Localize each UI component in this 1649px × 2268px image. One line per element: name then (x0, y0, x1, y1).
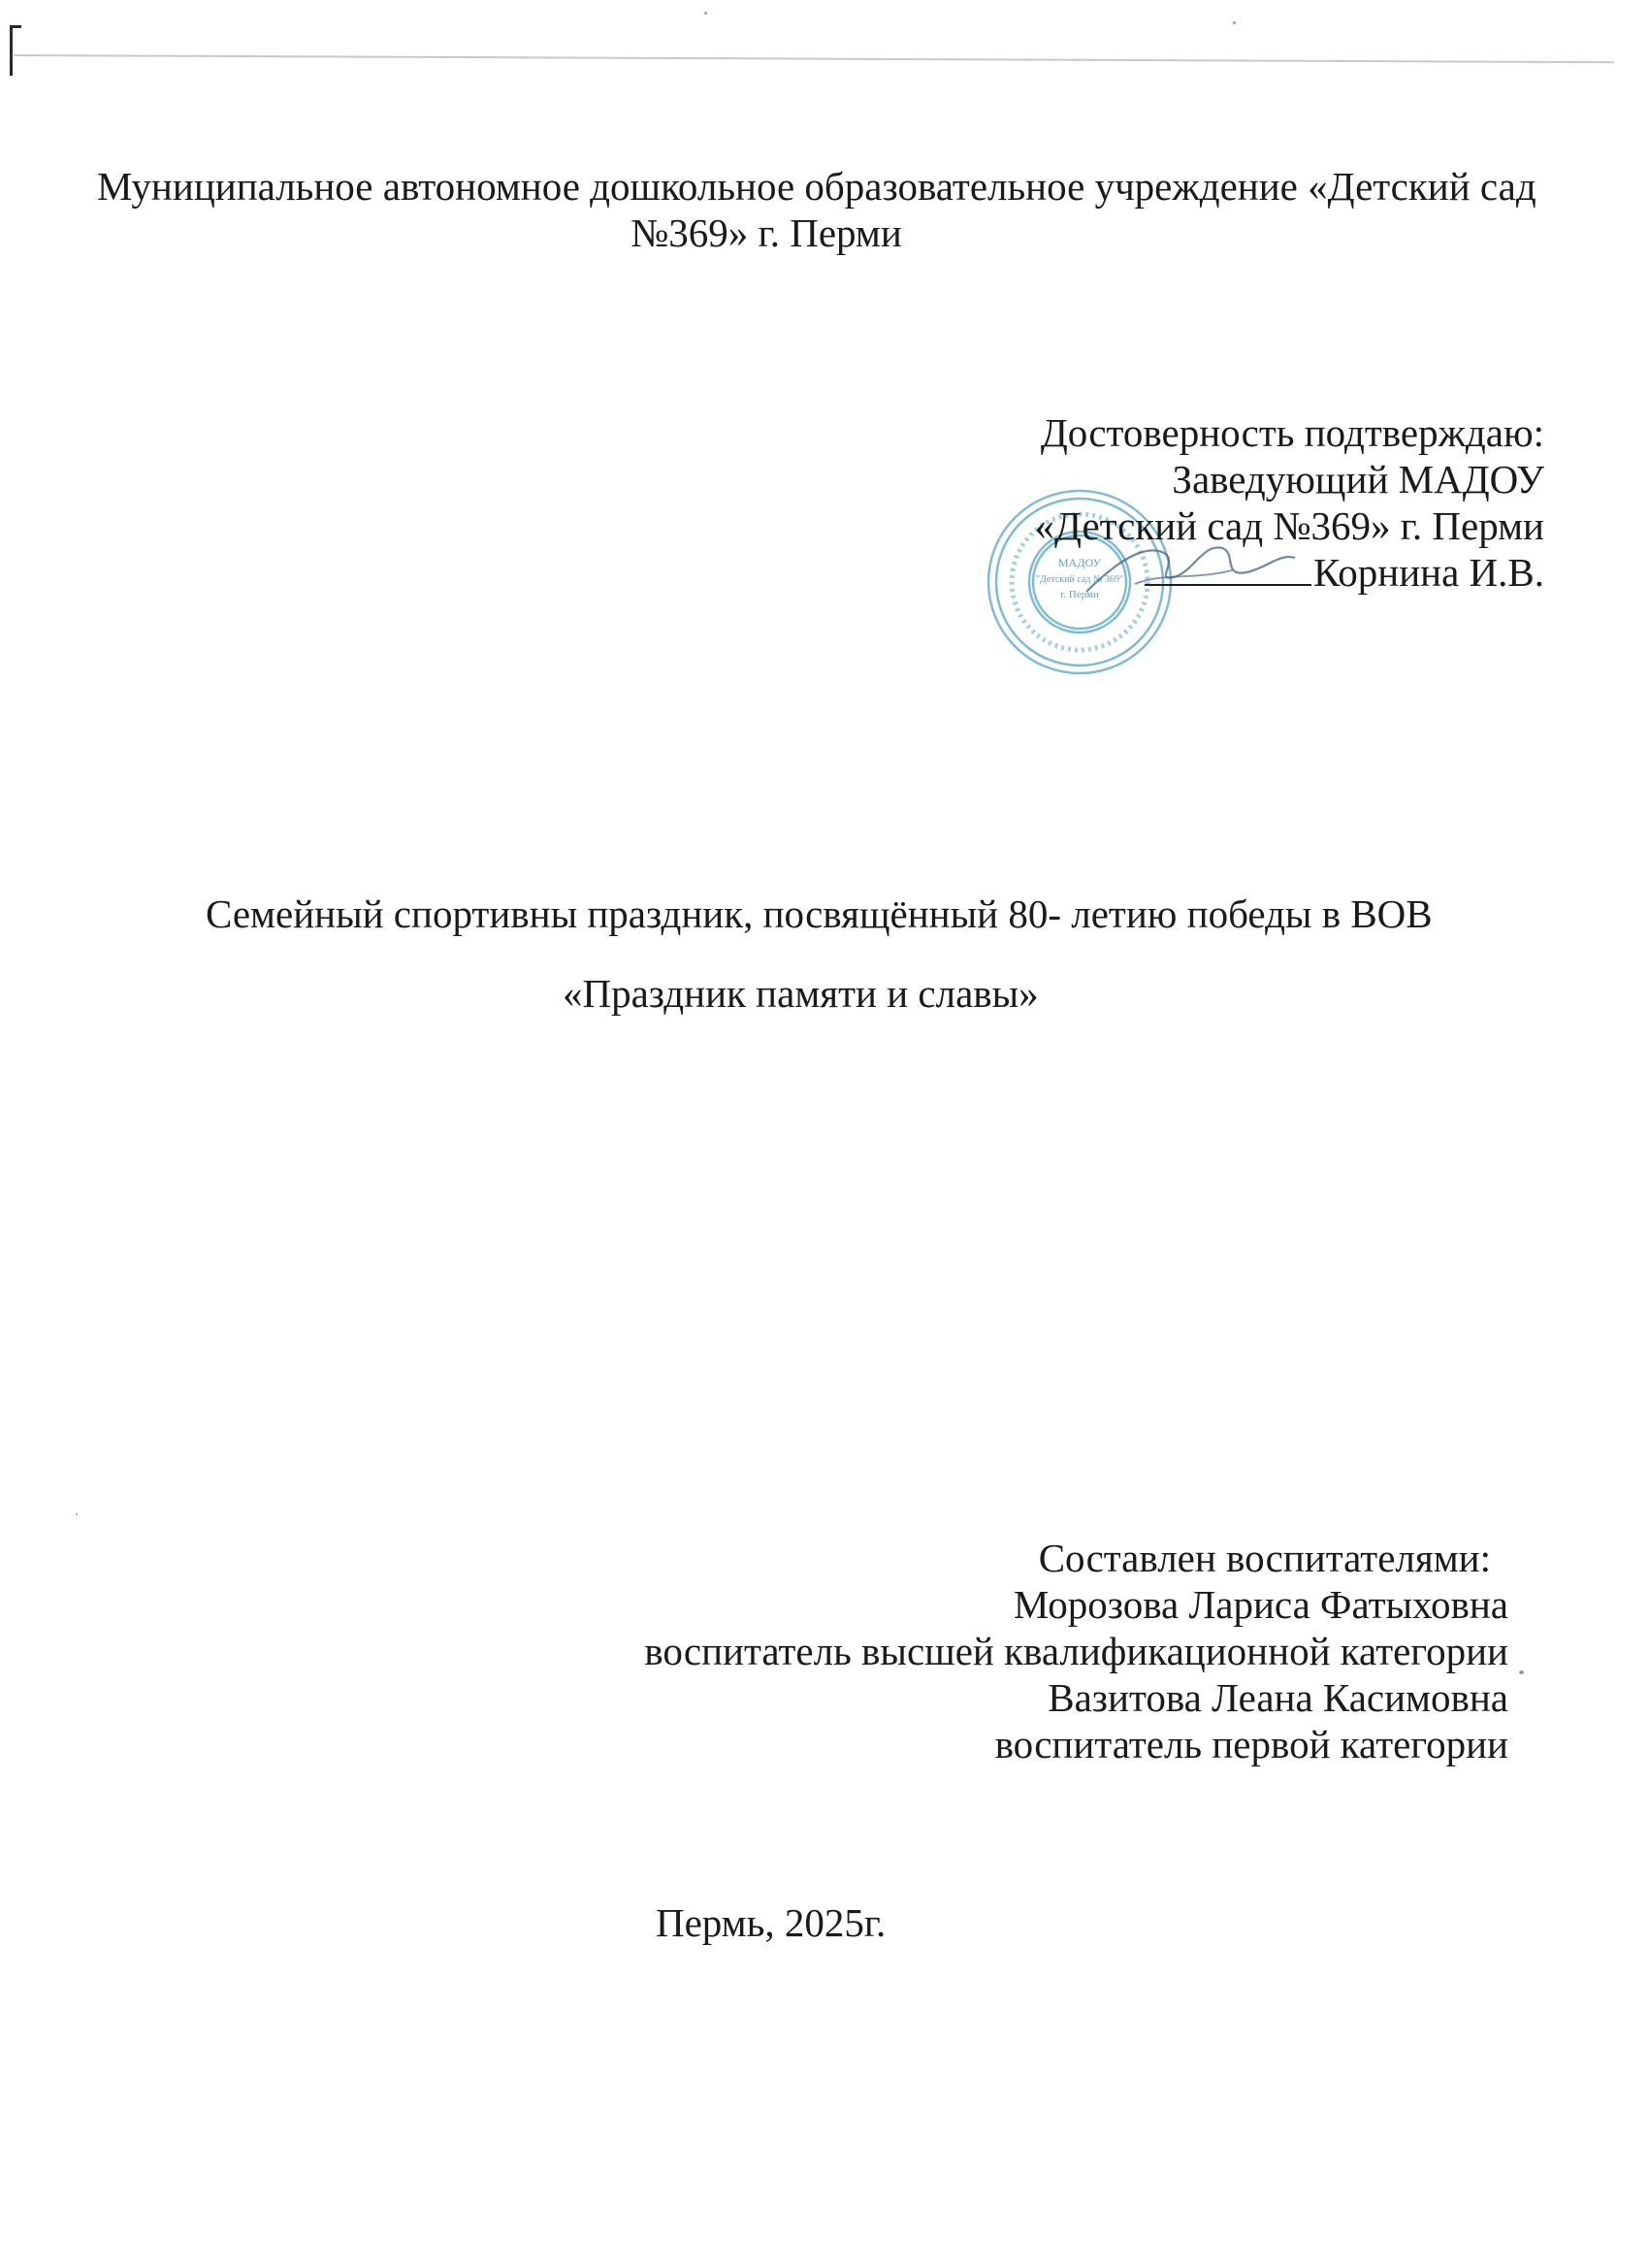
stamp-text-2: "Детский сад № 369" (1035, 574, 1124, 585)
author-1-name: Морозова Лариса Фатыховна (1013, 1582, 1508, 1627)
organization-line-2: №369» г. Перми (630, 211, 902, 255)
city-year: Пермь, 2025г. (656, 1900, 887, 1945)
approval-position: Заведующий МАДОУ (1172, 457, 1544, 502)
author-2-role: воспитатель первой категории (994, 1722, 1508, 1766)
approval-signature-row (1035, 549, 1544, 596)
authors-heading: Составлен воспитателями: (1038, 1536, 1491, 1580)
organization-header (97, 163, 1536, 256)
approval-heading: Достоверность подтверждаю: (1040, 410, 1544, 455)
approval-signatory: Корнина И.В. (1312, 550, 1544, 595)
event-title: Семейный спортивны праздник, посвящённый 80- летию победы в ВОВ (206, 891, 1433, 936)
event-subtitle: «Праздник памяти и славы» (563, 971, 1039, 1016)
approval-block (1035, 409, 1544, 596)
scan-speck (1519, 1670, 1524, 1674)
stamp-text-3: г. Перми (1060, 589, 1099, 600)
approval-organization: «Детский сад №369» г. Перми (1034, 503, 1544, 548)
scan-speck (704, 12, 707, 15)
organization-line-1: Муниципальное автономное дошкольное образовательное учреждение «Детский сад (97, 164, 1536, 209)
author-2-name: Вазитова Леана Касимовна (1048, 1675, 1508, 1720)
stamp-text-1: МАДОУ (1057, 556, 1102, 569)
authors-block (644, 1535, 1508, 1767)
scan-speck (1233, 21, 1236, 24)
scan-border-line (14, 54, 1614, 63)
scan-speck (76, 1513, 78, 1515)
scan-corner-mark-top (10, 25, 21, 28)
author-1-role: воспитатель высшей квалификационной категории (644, 1629, 1508, 1673)
signature-line (1145, 555, 1311, 586)
scan-corner-mark (10, 25, 13, 76)
